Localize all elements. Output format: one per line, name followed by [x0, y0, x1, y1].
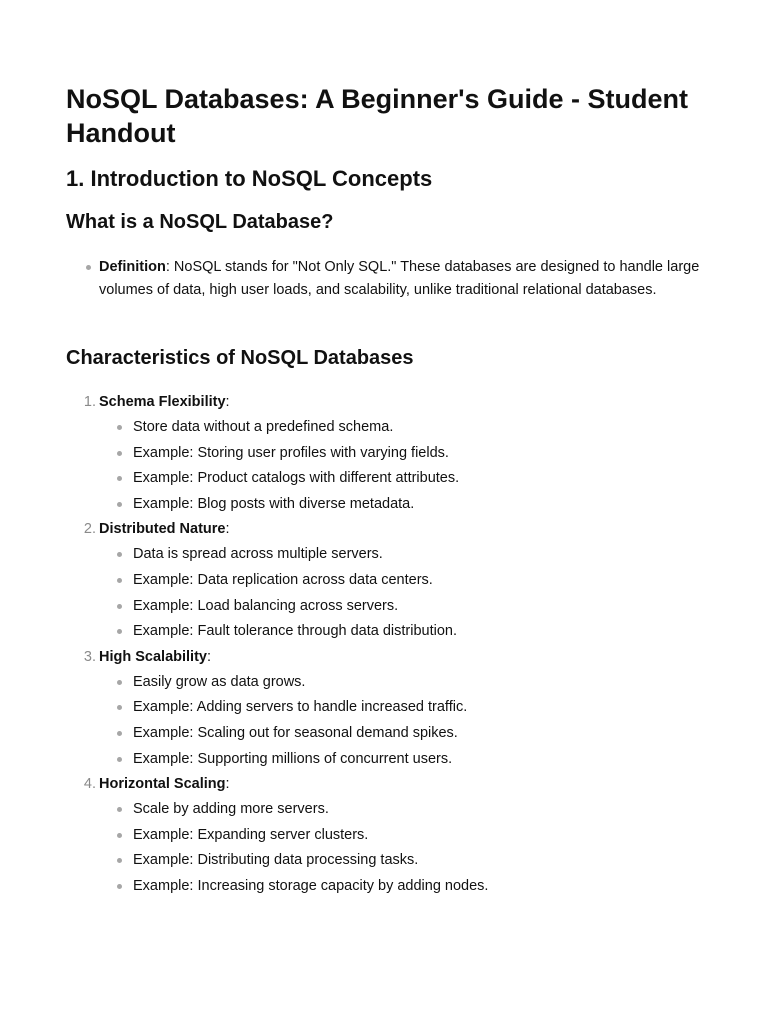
characteristics-list: [66, 390, 702, 900]
list-item: Example: Distributing data processing tasks.: [99, 848, 702, 874]
characteristic-item: [66, 517, 702, 644]
list-item: Example: Supporting millions of concurrent users.: [99, 747, 702, 773]
characteristic-colon: :: [225, 776, 230, 793]
characteristic-colon: :: [206, 648, 212, 665]
item-number: 2.: [83, 521, 96, 538]
item-number: 3.: [83, 648, 96, 665]
list-item: Data is spread across multiple servers.: [99, 542, 702, 568]
list-item: Store data without a predefined schema.: [99, 415, 702, 441]
list-item: Example: Scaling out for seasonal demand spikes.: [99, 721, 702, 747]
page-title: NoSQL Databases: A Beginner's Guide - Student Handout: [66, 84, 689, 148]
characteristic-item: [66, 772, 702, 899]
list-item: Example: Increasing storage capacity by adding nodes.: [99, 874, 702, 900]
list-item: Example: Fault tolerance through data distribution.: [99, 619, 702, 645]
list-item: Easily grow as data grows.: [99, 670, 702, 696]
characteristics-heading: Characteristics of NoSQL Databases: [66, 347, 414, 369]
definition-term: Definition: [99, 259, 166, 275]
characteristic-colon: :: [225, 394, 230, 410]
characteristic-examples: [99, 670, 702, 772]
list-item: Example: Product catalogs with different attributes.: [99, 466, 702, 492]
characteristic-examples: [99, 415, 702, 517]
characteristic-name: Schema Flexibility: [99, 394, 226, 410]
characteristic-colon: :: [225, 521, 230, 538]
item-number: 4.: [83, 776, 96, 793]
list-item: Example: Load balancing across servers.: [99, 594, 702, 620]
characteristic-examples: [99, 542, 702, 644]
characteristic-name: High Scalability: [99, 648, 207, 665]
item-number: 1.: [83, 394, 96, 410]
list-item: Example: Adding servers to handle increased traffic.: [99, 695, 702, 721]
list-item: Scale by adding more servers.: [99, 797, 702, 823]
list-item: Example: Blog posts with diverse metadata.: [99, 492, 702, 518]
definition-item: [66, 256, 702, 302]
section-heading: 1. Introduction to NoSQL Concepts: [66, 166, 433, 191]
list-item: Example: Expanding server clusters.: [99, 823, 702, 849]
definition-list: [66, 256, 702, 302]
characteristic-name: Horizontal Scaling: [99, 776, 226, 793]
what-is-heading: What is a NoSQL Database?: [66, 211, 334, 233]
characteristic-name: Distributed Nature: [99, 521, 226, 538]
list-item: Example: Storing user profiles with varying fields.: [99, 441, 702, 467]
list-item: Example: Data replication across data centers.: [99, 568, 702, 594]
characteristic-examples: [99, 797, 702, 899]
definition-text: : NoSQL stands for "Not Only SQL." These databases are designed to handle large volumes of data, high user loads, and scalability, unlike traditional relational databases.: [99, 259, 700, 298]
characteristic-item: [66, 645, 702, 772]
characteristic-item: [66, 390, 702, 517]
